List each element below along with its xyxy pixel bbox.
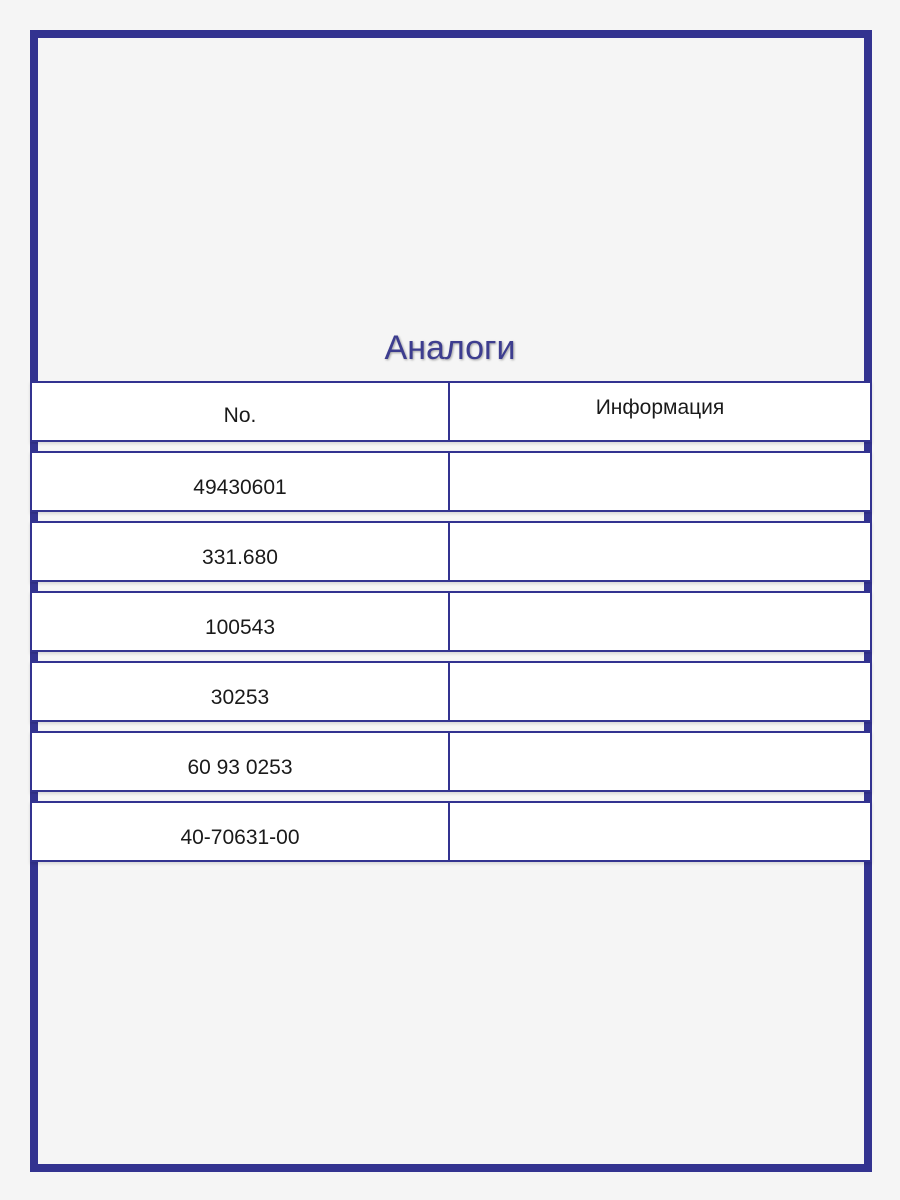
header-no: No. (32, 383, 450, 440)
row-no: 100543 (32, 593, 450, 650)
page-title: Аналоги (384, 329, 516, 367)
header-info: Информация (595, 395, 725, 419)
row-info (450, 663, 870, 720)
row-info (450, 593, 870, 650)
row-no: 40-70631-00 (32, 803, 450, 860)
table-row (30, 521, 872, 582)
table-row (30, 731, 872, 792)
table-row (30, 591, 872, 652)
table-row (30, 451, 872, 512)
row-no: 49430601 (32, 453, 450, 510)
table-header-row (30, 381, 872, 442)
table-row (30, 661, 872, 722)
row-info (450, 453, 870, 510)
row-info (450, 733, 870, 790)
analogs-table (30, 381, 872, 871)
table-row (30, 801, 872, 862)
row-info (450, 803, 870, 860)
row-no: 331.680 (32, 523, 450, 580)
row-no: 60 93 0253 (32, 733, 450, 790)
row-info (450, 523, 870, 580)
row-no: 30253 (32, 663, 450, 720)
